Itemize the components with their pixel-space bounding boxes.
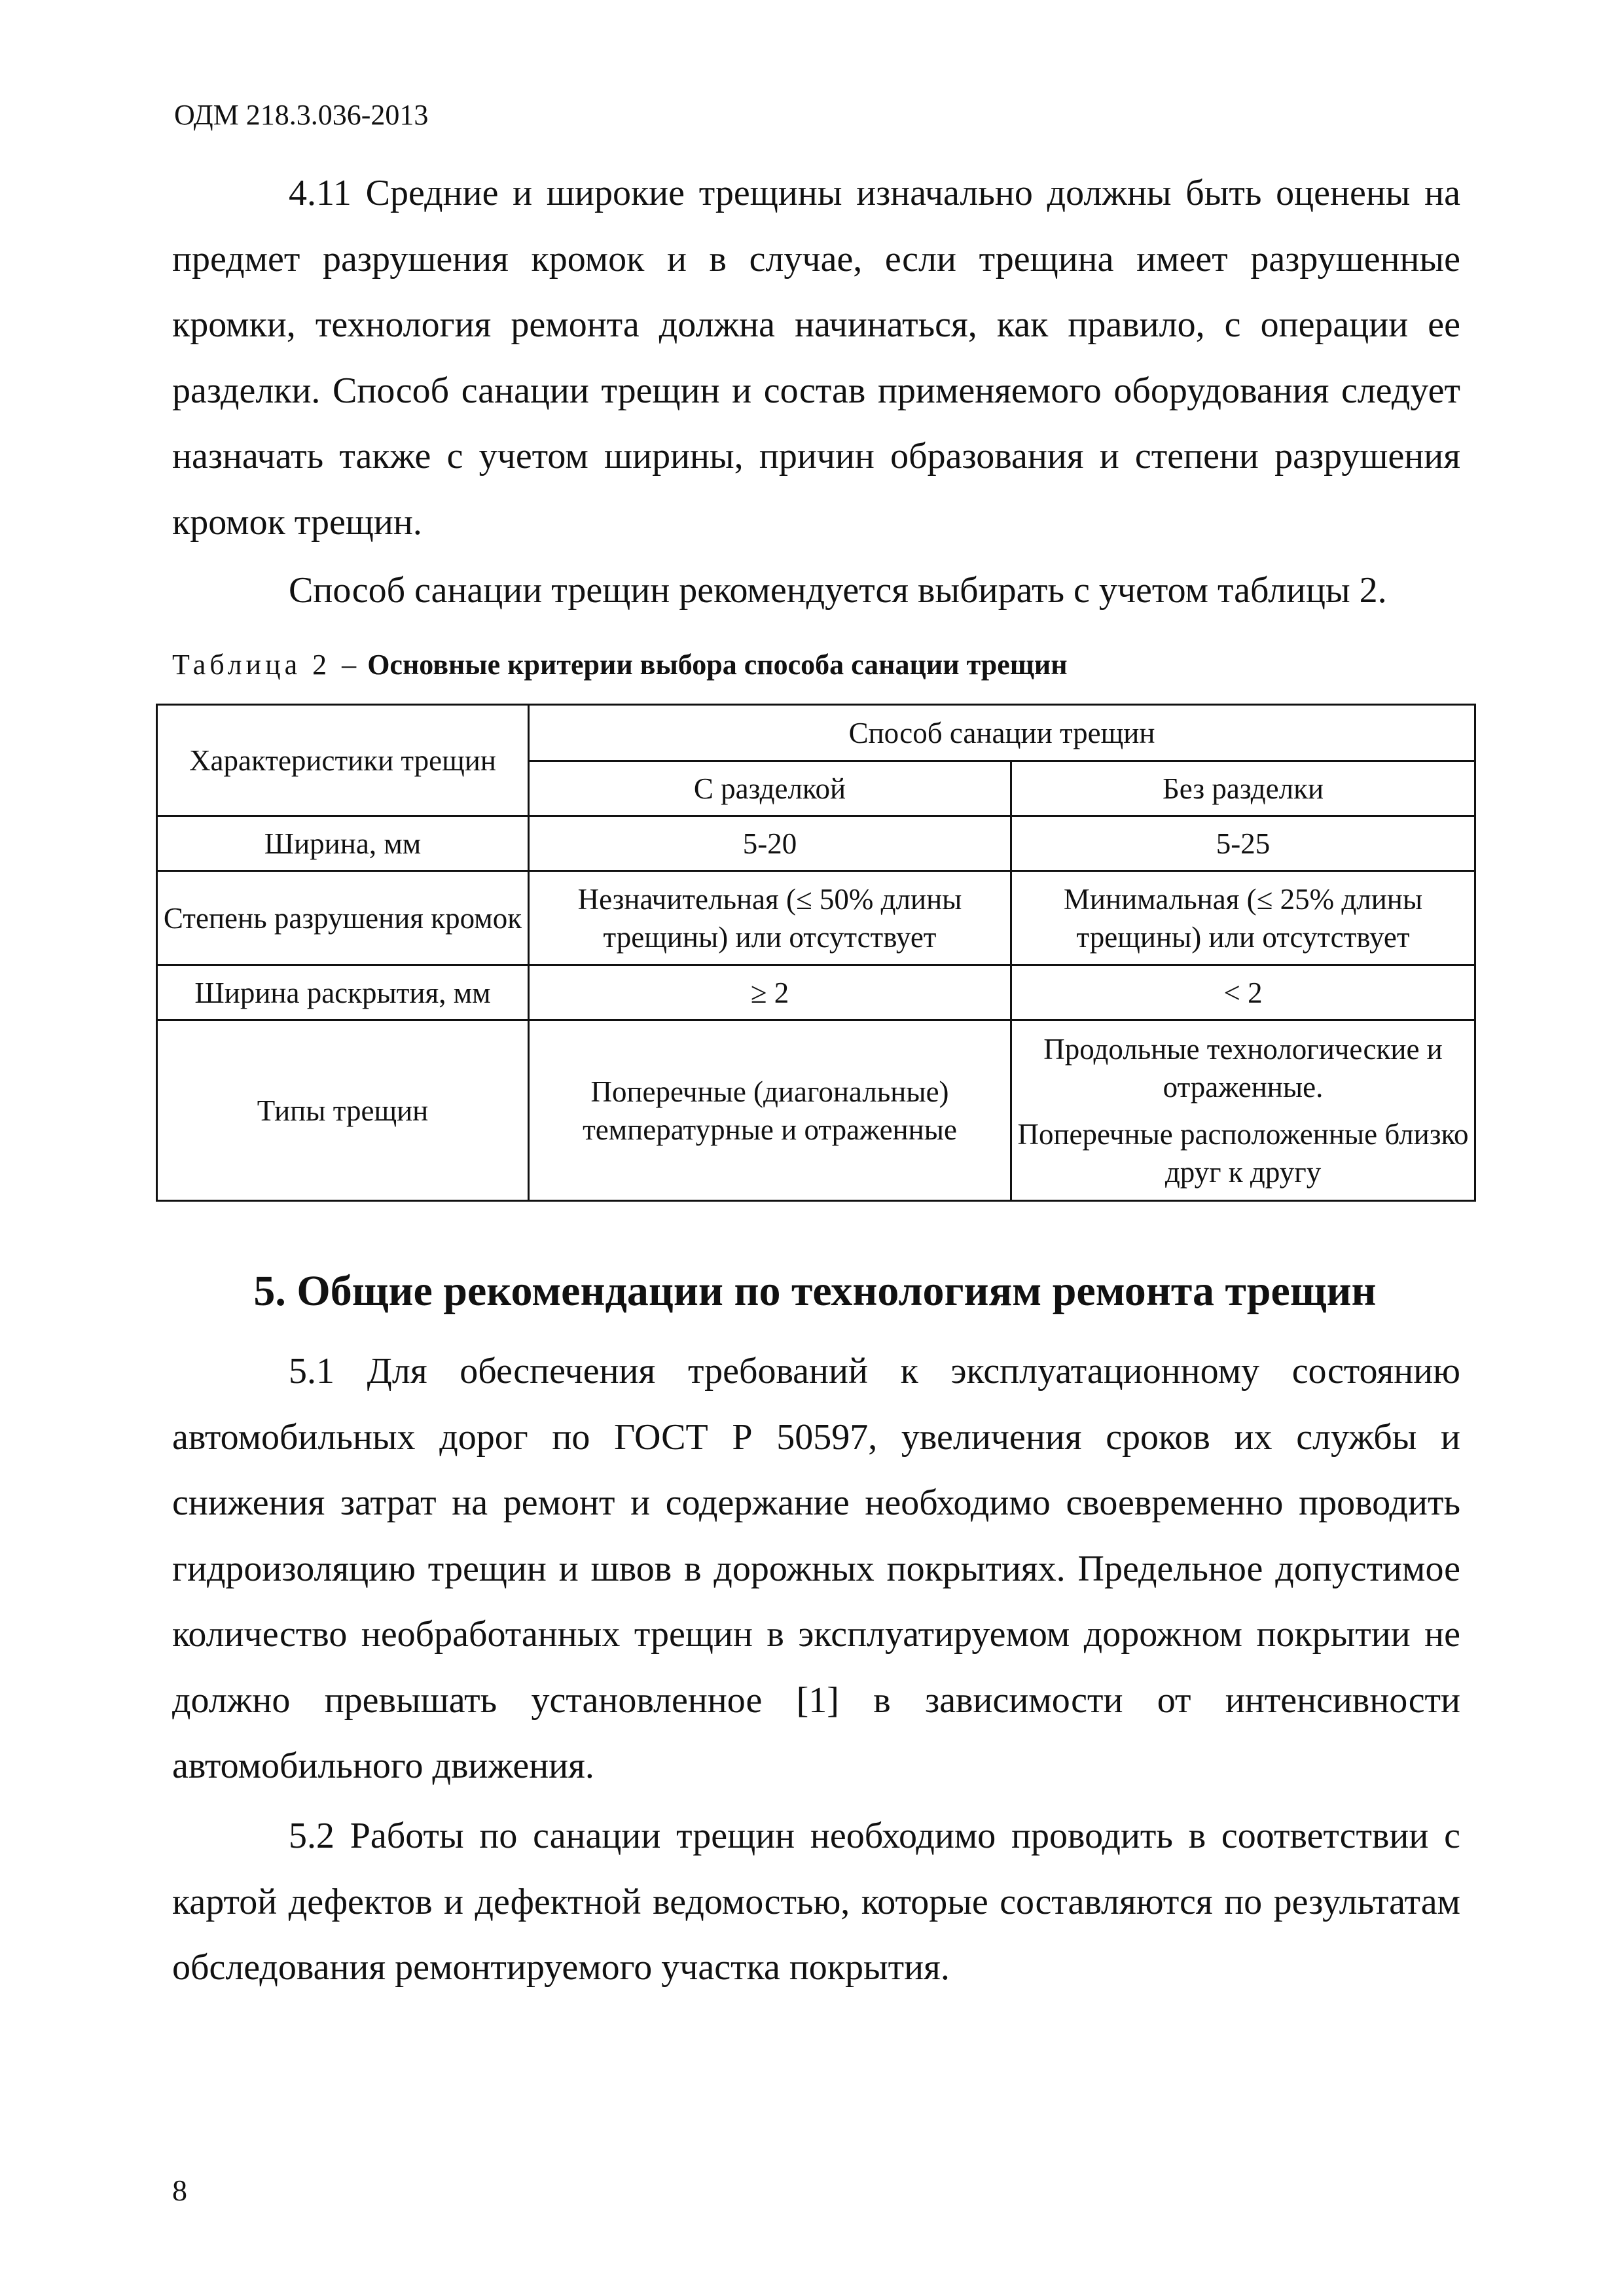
- table-row: [157, 965, 1475, 1020]
- paragraph-4-11: 4.11 Средние и широкие трещины изначально должны быть оценены на предмет разрушения кромок и в случае, если трещина имеет разрушенные кромки, технология ремонта должна начинаться, как правило, с операции ее разделки. Способ санации трещин и состав применяемого оборудования следует назначать также с учетом ширины, причин образования и степени разрушения кромок трещин.: [172, 173, 1460, 543]
- row-label: Степень разрушения кромок: [157, 871, 529, 965]
- table-header-row: [157, 705, 1475, 761]
- cell-with-cut: 5-20: [529, 816, 1011, 871]
- table-row: [157, 1020, 1475, 1201]
- header-without-cut: Без разделки: [1011, 761, 1475, 816]
- table-caption: [172, 648, 1068, 681]
- cell-without-cut: < 2: [1011, 965, 1475, 1020]
- cell-with-cut: ≥ 2: [529, 965, 1011, 1020]
- table-caption-title: Основные критерии выбора способа санации трещин: [367, 649, 1068, 681]
- header-method: Способ санации трещин: [529, 705, 1475, 761]
- cell-with-cut: Незначительная (≤ 50% длины трещины) или отсутствует: [529, 871, 1011, 965]
- table-row: [157, 816, 1475, 871]
- cell-without-cut-part-2: Поперечные расположенные близко друг к другу: [1017, 1117, 1469, 1189]
- header-with-cut: С разделкой: [529, 761, 1011, 816]
- paragraph-5-1: 5.1 Для обеспечения требований к эксплуатационному состоянию автомобильных дорог по ГОСТ Р 50597, увеличения сроков их службы и снижения затрат на ремонт и содержание необходимо своевременно проводить гидроизоляцию трещин и швов в дорожных покрытиях. Предельное допустимое количество необработанных трещин в эксплуатируемом дорожном покрытии не должно превышать установленное [1] в зависимости от интенсивности автомобильного движения.: [172, 1351, 1460, 1786]
- paragraph-5-2: 5.2 Работы по санации трещин необходимо проводить в соответствии с картой дефектов и дефектной ведомостью, которые составляются по результатам обследования ремонтируемого участка покрытия.: [172, 1816, 1460, 1988]
- cell-with-cut: Поперечные (диагональные) температурные и отраженные: [529, 1020, 1011, 1201]
- cell-without-cut: [1011, 1020, 1475, 1201]
- crack-sealing-criteria-table: [156, 704, 1476, 1202]
- row-label: Ширина, мм: [157, 816, 529, 871]
- cell-without-cut-part-1: Продольные технологические и отраженные.: [1043, 1032, 1443, 1103]
- row-label: Типы трещин: [157, 1020, 529, 1201]
- section-5-title: 5. Общие рекомендации по технологиям ремонта трещин: [253, 1267, 1377, 1315]
- row-label: Ширина раскрытия, мм: [157, 965, 529, 1020]
- header-characteristics: Характеристики трещин: [157, 705, 529, 816]
- page-number: 8: [172, 2174, 187, 2207]
- table-caption-prefix: Таблица 2 –: [172, 649, 361, 681]
- table-row: [157, 871, 1475, 965]
- cell-without-cut: 5-25: [1011, 816, 1475, 871]
- paragraph-table-reference: Способ санации трещин рекомендуется выбирать с учетом таблицы 2.: [289, 570, 1387, 611]
- cell-without-cut: Минимальная (≤ 25% длины трещины) или отсутствует: [1011, 871, 1475, 965]
- document-code: ОДМ 218.3.036-2013: [174, 99, 429, 131]
